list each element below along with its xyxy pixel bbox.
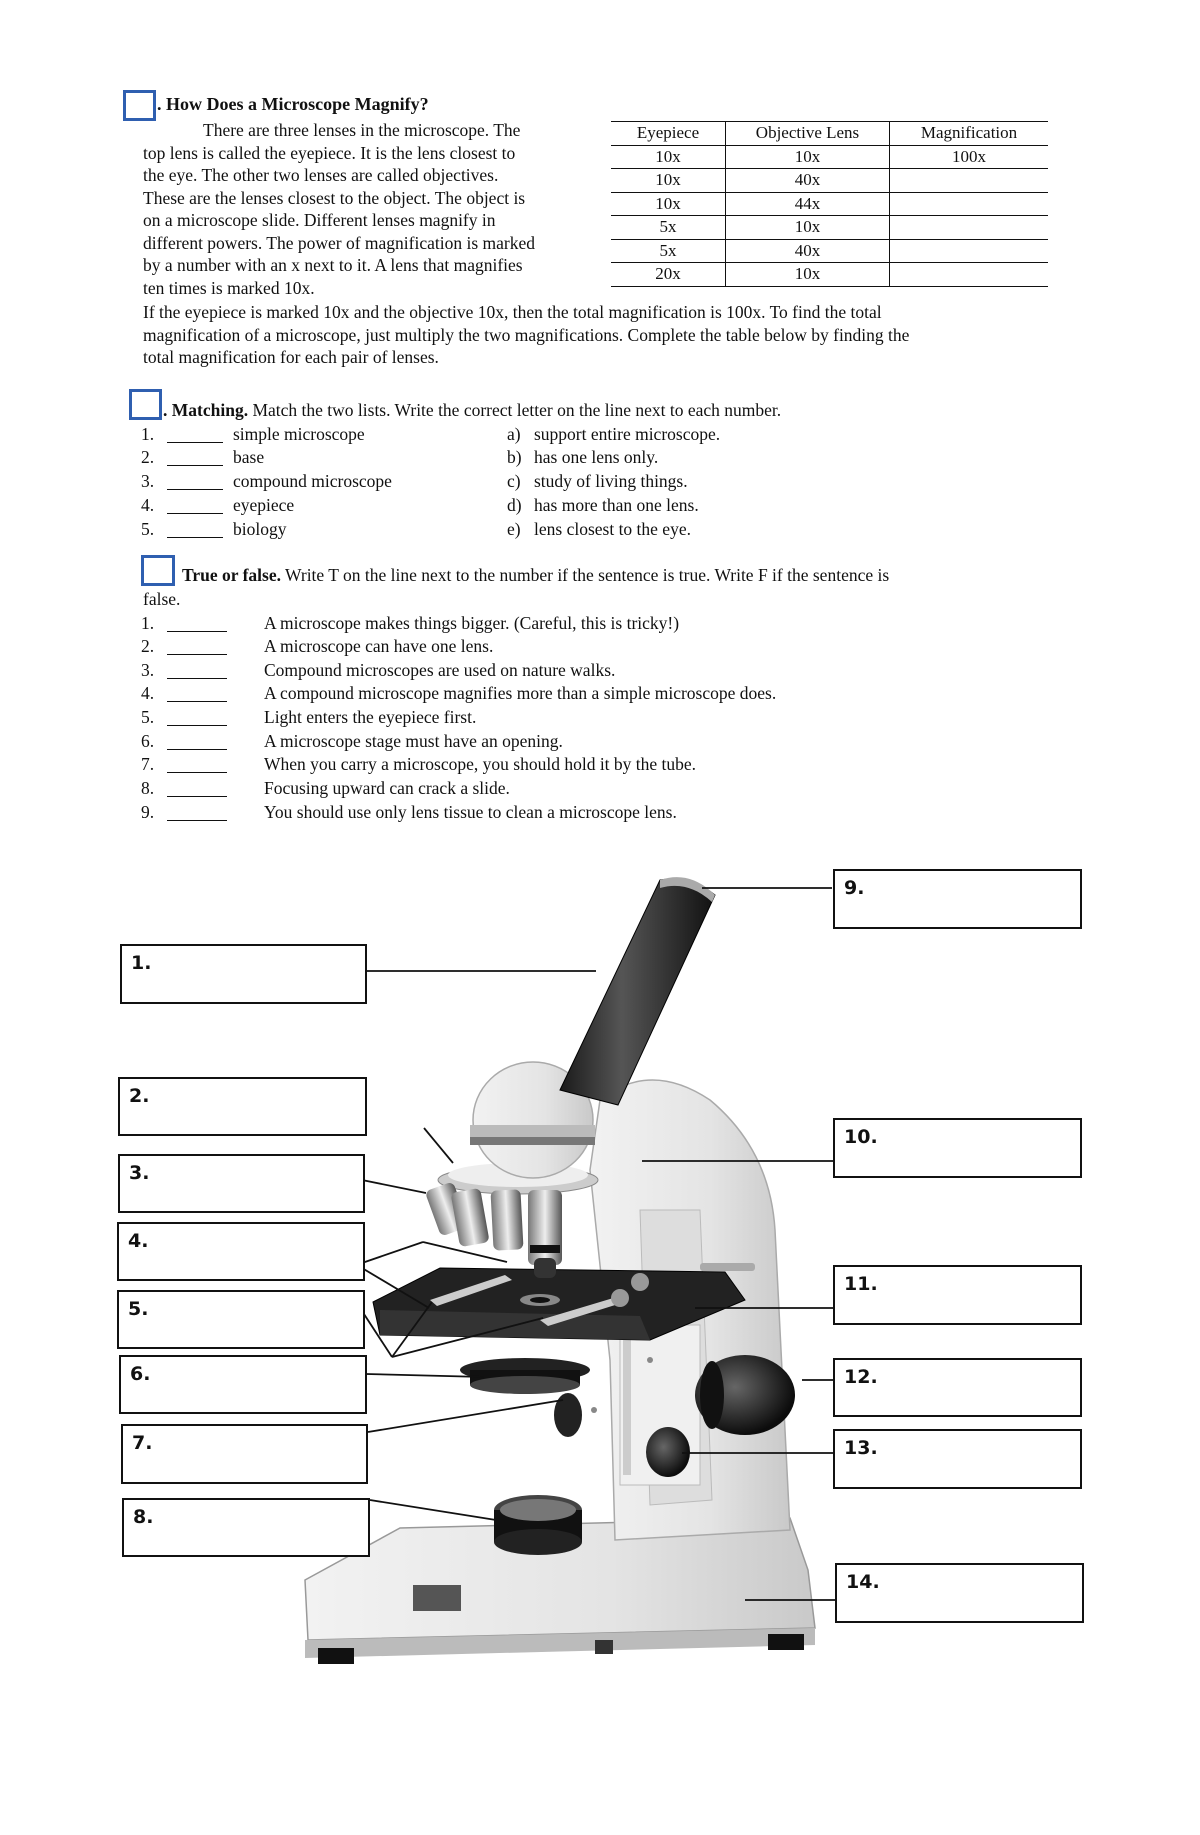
section3-instructions: Write T on the line next to the number if the sentence is true. Write F if the sentence is <box>285 565 890 585</box>
diagram-label-box-8[interactable]: 8. <box>122 1498 370 1557</box>
para-line: on a microscope slide. Different lenses magnify in <box>143 210 496 230</box>
definition: support entire microscope. <box>534 424 721 444</box>
table-cell: 10x <box>611 169 726 193</box>
definition: study of living things. <box>534 471 688 491</box>
item-number: 9. <box>141 802 155 822</box>
term: base <box>233 447 265 467</box>
table-cell: 40x <box>726 169 890 193</box>
table-cell: 10x <box>726 216 890 240</box>
table-cell: 10x <box>611 192 726 216</box>
diagram-label-box-5[interactable]: 5. <box>117 1290 365 1349</box>
term: compound microscope <box>233 471 392 491</box>
statement: Focusing upward can crack a slide. <box>264 778 510 798</box>
para-line: There are three lenses in the microscope. The <box>203 120 521 140</box>
definition-letter: d) <box>507 495 522 515</box>
statement: Light enters the eyepiece first. <box>264 707 477 727</box>
para-line: If the eyepiece is marked 10x and the objective 10x, then the total magnification is 100x. To find the total <box>143 302 882 322</box>
table-cell: 40x <box>726 239 890 263</box>
item-number: 2. <box>141 636 155 656</box>
table-cell: 44x <box>726 192 890 216</box>
term: simple microscope <box>233 424 365 444</box>
table-header: Objective Lens <box>726 122 890 146</box>
statement: A microscope stage must have an opening. <box>264 731 563 751</box>
item-number: 6. <box>141 731 155 751</box>
para-line: by a number with an x next to it. A lens that magnifies <box>143 255 523 275</box>
section1-heading: . How Does a Microscope Magnify? <box>157 94 429 114</box>
item-number: 2. <box>141 447 155 467</box>
section2-heading: . Matching. <box>163 400 249 420</box>
statement: A microscope makes things bigger. (Careful, this is tricky!) <box>264 613 680 633</box>
item-number: 5. <box>141 519 155 539</box>
statement: A microscope can have one lens. <box>264 636 494 656</box>
diagram-label-box-2[interactable]: 2. <box>118 1077 367 1136</box>
para-line: top lens is called the eyepiece. It is the lens closest to <box>143 142 516 163</box>
definition: has more than one lens. <box>534 495 699 515</box>
table-cell: 10x <box>726 145 890 169</box>
statement: When you carry a microscope, you should hold it by the tube. <box>264 754 697 774</box>
item-number: 7. <box>141 754 155 774</box>
definition-letter: b) <box>507 447 522 467</box>
item-number: 3. <box>141 660 155 680</box>
diagram-label-box-7[interactable]: 7. <box>121 1424 368 1484</box>
table-header: Eyepiece <box>611 122 726 146</box>
statement: A compound microscope magnifies more than a simple microscope does. <box>264 683 777 703</box>
objective-lens-group <box>425 1181 562 1278</box>
diagram-label-box-6[interactable]: 6. <box>119 1355 367 1414</box>
definition: has one lens only. <box>534 447 659 467</box>
statement: Compound microscopes are used on nature walks. <box>264 660 616 680</box>
statement: You should use only lens tissue to clean a microscope lens. <box>264 802 677 822</box>
item-number: 5. <box>141 707 155 727</box>
table-cell[interactable]: 100x <box>890 145 1049 169</box>
diagram-label-box-14[interactable]: 14. <box>835 1563 1084 1623</box>
item-number: 4. <box>141 495 155 515</box>
term: biology <box>233 519 287 539</box>
diagram-label-box-10[interactable]: 10. <box>833 1118 1082 1178</box>
diagram-label-box-11[interactable]: 11. <box>833 1265 1082 1325</box>
diagram-label-box-13[interactable]: 13. <box>833 1429 1082 1489</box>
para-line: magnification of a microscope, just multiply the two magnifications. Complete the table below by finding the <box>143 324 910 345</box>
diagram-label-box-3[interactable]: 3. <box>118 1154 365 1213</box>
para-line: ten times is marked 10x. <box>143 277 315 298</box>
para-line: These are the lenses closest to the object. The object is <box>143 187 526 208</box>
section3-heading: True or false. <box>182 565 281 585</box>
item-number: 4. <box>141 683 155 703</box>
para-line: the eye. The other two lenses are called objectives. <box>143 165 499 185</box>
section2-instructions: Match the two lists. Write the correct letter on the line next to each number. <box>252 400 782 420</box>
diagram-label-box-9[interactable]: 9. <box>833 869 1082 929</box>
definition: lens closest to the eye. <box>534 519 691 539</box>
item-number: 3. <box>141 471 155 491</box>
definition-letter: a) <box>507 424 521 444</box>
table-cell: 5x <box>611 216 726 240</box>
para-line: total magnification for each pair of lenses. <box>143 347 439 367</box>
item-number: 8. <box>141 778 155 798</box>
term: eyepiece <box>233 495 295 515</box>
definition-letter: c) <box>507 471 521 491</box>
item-number: 1. <box>141 424 155 444</box>
diagram-label-box-4[interactable]: 4. <box>117 1222 365 1281</box>
diagram-label-box-1[interactable]: 1. <box>120 944 367 1004</box>
definition-letter: e) <box>507 519 521 539</box>
table-cell: 10x <box>611 145 726 169</box>
table-header: Magnification <box>890 122 1049 146</box>
item-number: 1. <box>141 613 155 633</box>
para-line: different powers. The power of magnification is marked <box>143 232 536 253</box>
table-cell: 5x <box>611 239 726 263</box>
eyepiece-tube-shape <box>560 879 715 1105</box>
table-cell: 20x <box>611 263 726 287</box>
table-cell: 10x <box>726 263 890 287</box>
diagram-label-box-12[interactable]: 12. <box>833 1358 1082 1417</box>
section3-instructions-cont: false. <box>143 589 181 609</box>
